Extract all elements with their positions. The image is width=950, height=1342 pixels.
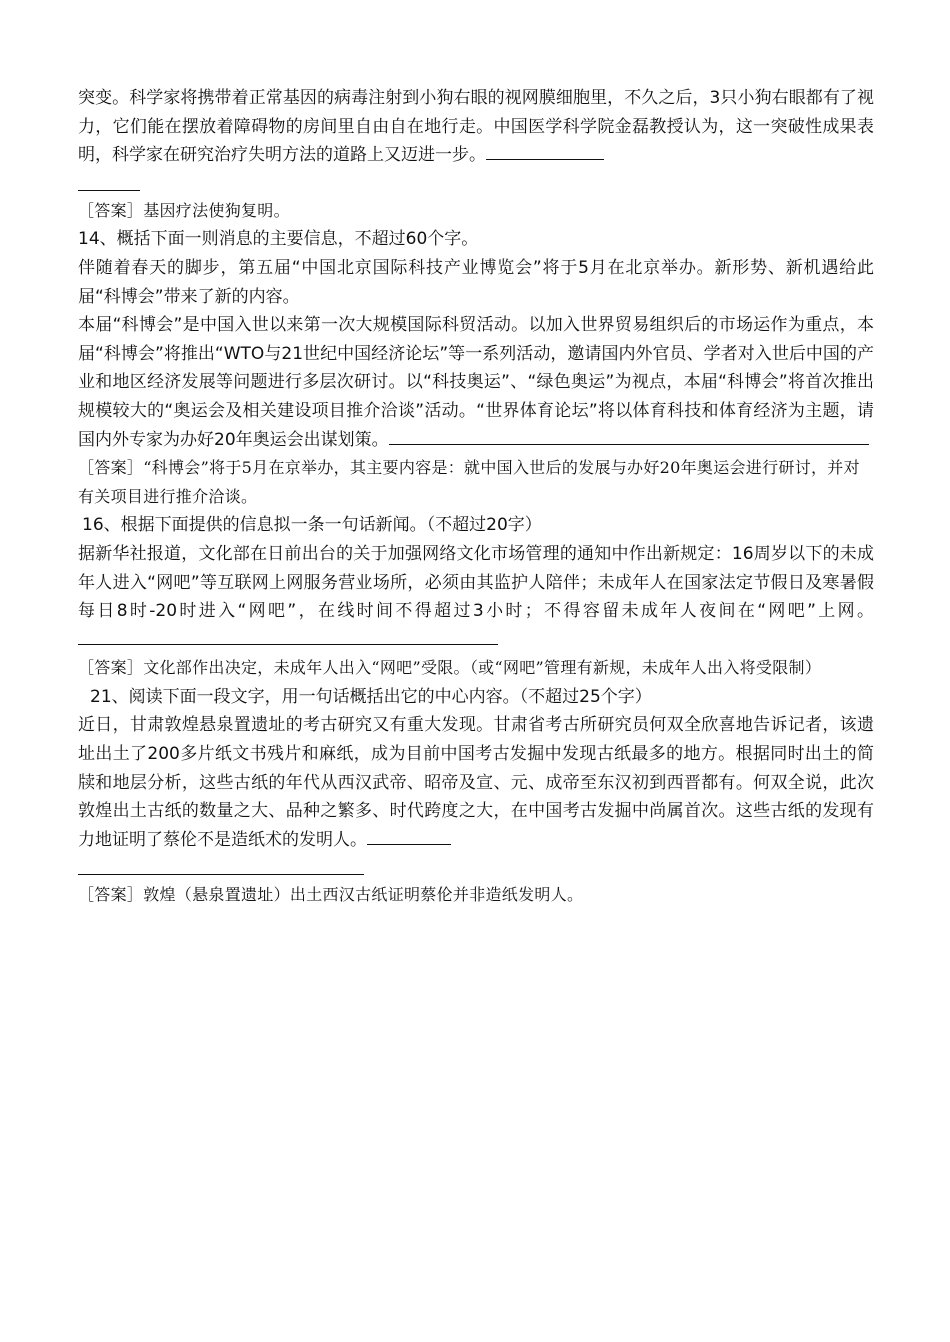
question-14-paragraph-2: 本届“科博会”是中国入世以来第一次大规模国际科贸活动。以加入世界贸易组织后的市场运作为重点，本届“科博会”将推出“WTO与21世纪中国经济论坛”等一系列活动，邀请国内外官员、学者对入世后中国的产业和地区经济发展等问题进行多层次研讨。以“科技奥运”、“绿色奥运”为视点，本届“科博会”将首次推出规模较大的“奥运会及相关建设项目推介洽谈”活动。“世界体育论坛”将以体育科技和体育经济为主题，请国内外专家为办好20年奥运会出谋划策。	[78, 315, 874, 450]
answer-blank-21-continued[interactable]	[78, 854, 364, 875]
answer-13: ［答案］基因疗法使狗复明。	[78, 200, 290, 220]
answer-blank-16[interactable]	[78, 626, 498, 645]
answer-16: ［答案］文化部作出决定，未成年人出入“网吧”受限。（或“网吧”管理有新规，未成年人出入将受限制）	[78, 658, 822, 678]
answer-blank-14[interactable]	[389, 426, 869, 445]
intro-paragraph: 突变。科学家将携带着正常基因的病毒注射到小狗右眼的视网膜细胞里，不久之后，3只小狗右眼都有了视力，它们能在摆放着障碍物的房间里自由自在地行走。中国医学科学院金磊教授认为，这一突破性成果表明，科学家在研究治疗失明方法的道路上又迈进一步。	[78, 88, 874, 166]
question-14-paragraph-1: 伴随着春天的脚步，第五届“中国北京国际科技产业博览会”将于5月在北京举办。新形势、新机遇给此届“科博会”带来了新的内容。	[78, 257, 874, 307]
question-14-title: 14、概括下面一则消息的主要信息，不超过60个字。	[78, 229, 479, 250]
answer-blank-21[interactable]	[367, 826, 451, 845]
answer-21: ［答案］敦煌（悬泉置遗址）出土西汉古纸证明蔡伦并非造纸发明人。	[78, 885, 584, 905]
question-21-paragraph: 近日，甘肃敦煌悬泉置遗址的考古研究又有重大发现。甘肃省考古所研究员何双全欣喜地告诉记者，该遗址出土了200多片纸文书残片和麻纸，成为目前中国考古发掘中发现古纸最多的地方。根据同时出土的简牍和地层分析，这些古纸的年代从西汉武帝、昭帝及宣、元、成帝至东汉初到西晋都有。何双全说，此次敦煌出土古纸的数量之大、品种之繁多、时代跨度之大，在中国考古发掘中尚属首次。这些古纸的发现有力地证明了蔡伦不是造纸术的发明人。	[78, 715, 874, 850]
answer-14: ［答案］“科博会”将于5月在京举办，其主要内容是：就中国入世后的发展与办好20年奥运会进行研讨，并对有关项目进行推介洽谈。	[78, 458, 860, 506]
answer-blank-continued[interactable]	[78, 170, 140, 191]
question-16-title: 16、根据下面提供的信息拟一条一句话新闻。（不超过20字）	[82, 515, 542, 536]
document-page	[78, 84, 874, 910]
question-16-paragraph: 据新华社报道，文化部在日前出台的关于加强网络文化市场管理的通知中作出新规定：16周岁以下的未成年人进入“网吧”等互联网上网服务营业场所，必须由其监护人陪伴；未成年人在国家法定节假日及寒暑假每日8时-20时进入“网吧”，在线时间不得超过3小时；不得容留未成年人夜间在“网吧”上网。	[78, 540, 874, 654]
question-21-title: 21、阅读下面一段文字，用一句话概括出它的中心内容。（不超过25个字）	[90, 686, 652, 707]
answer-blank[interactable]	[486, 141, 604, 160]
